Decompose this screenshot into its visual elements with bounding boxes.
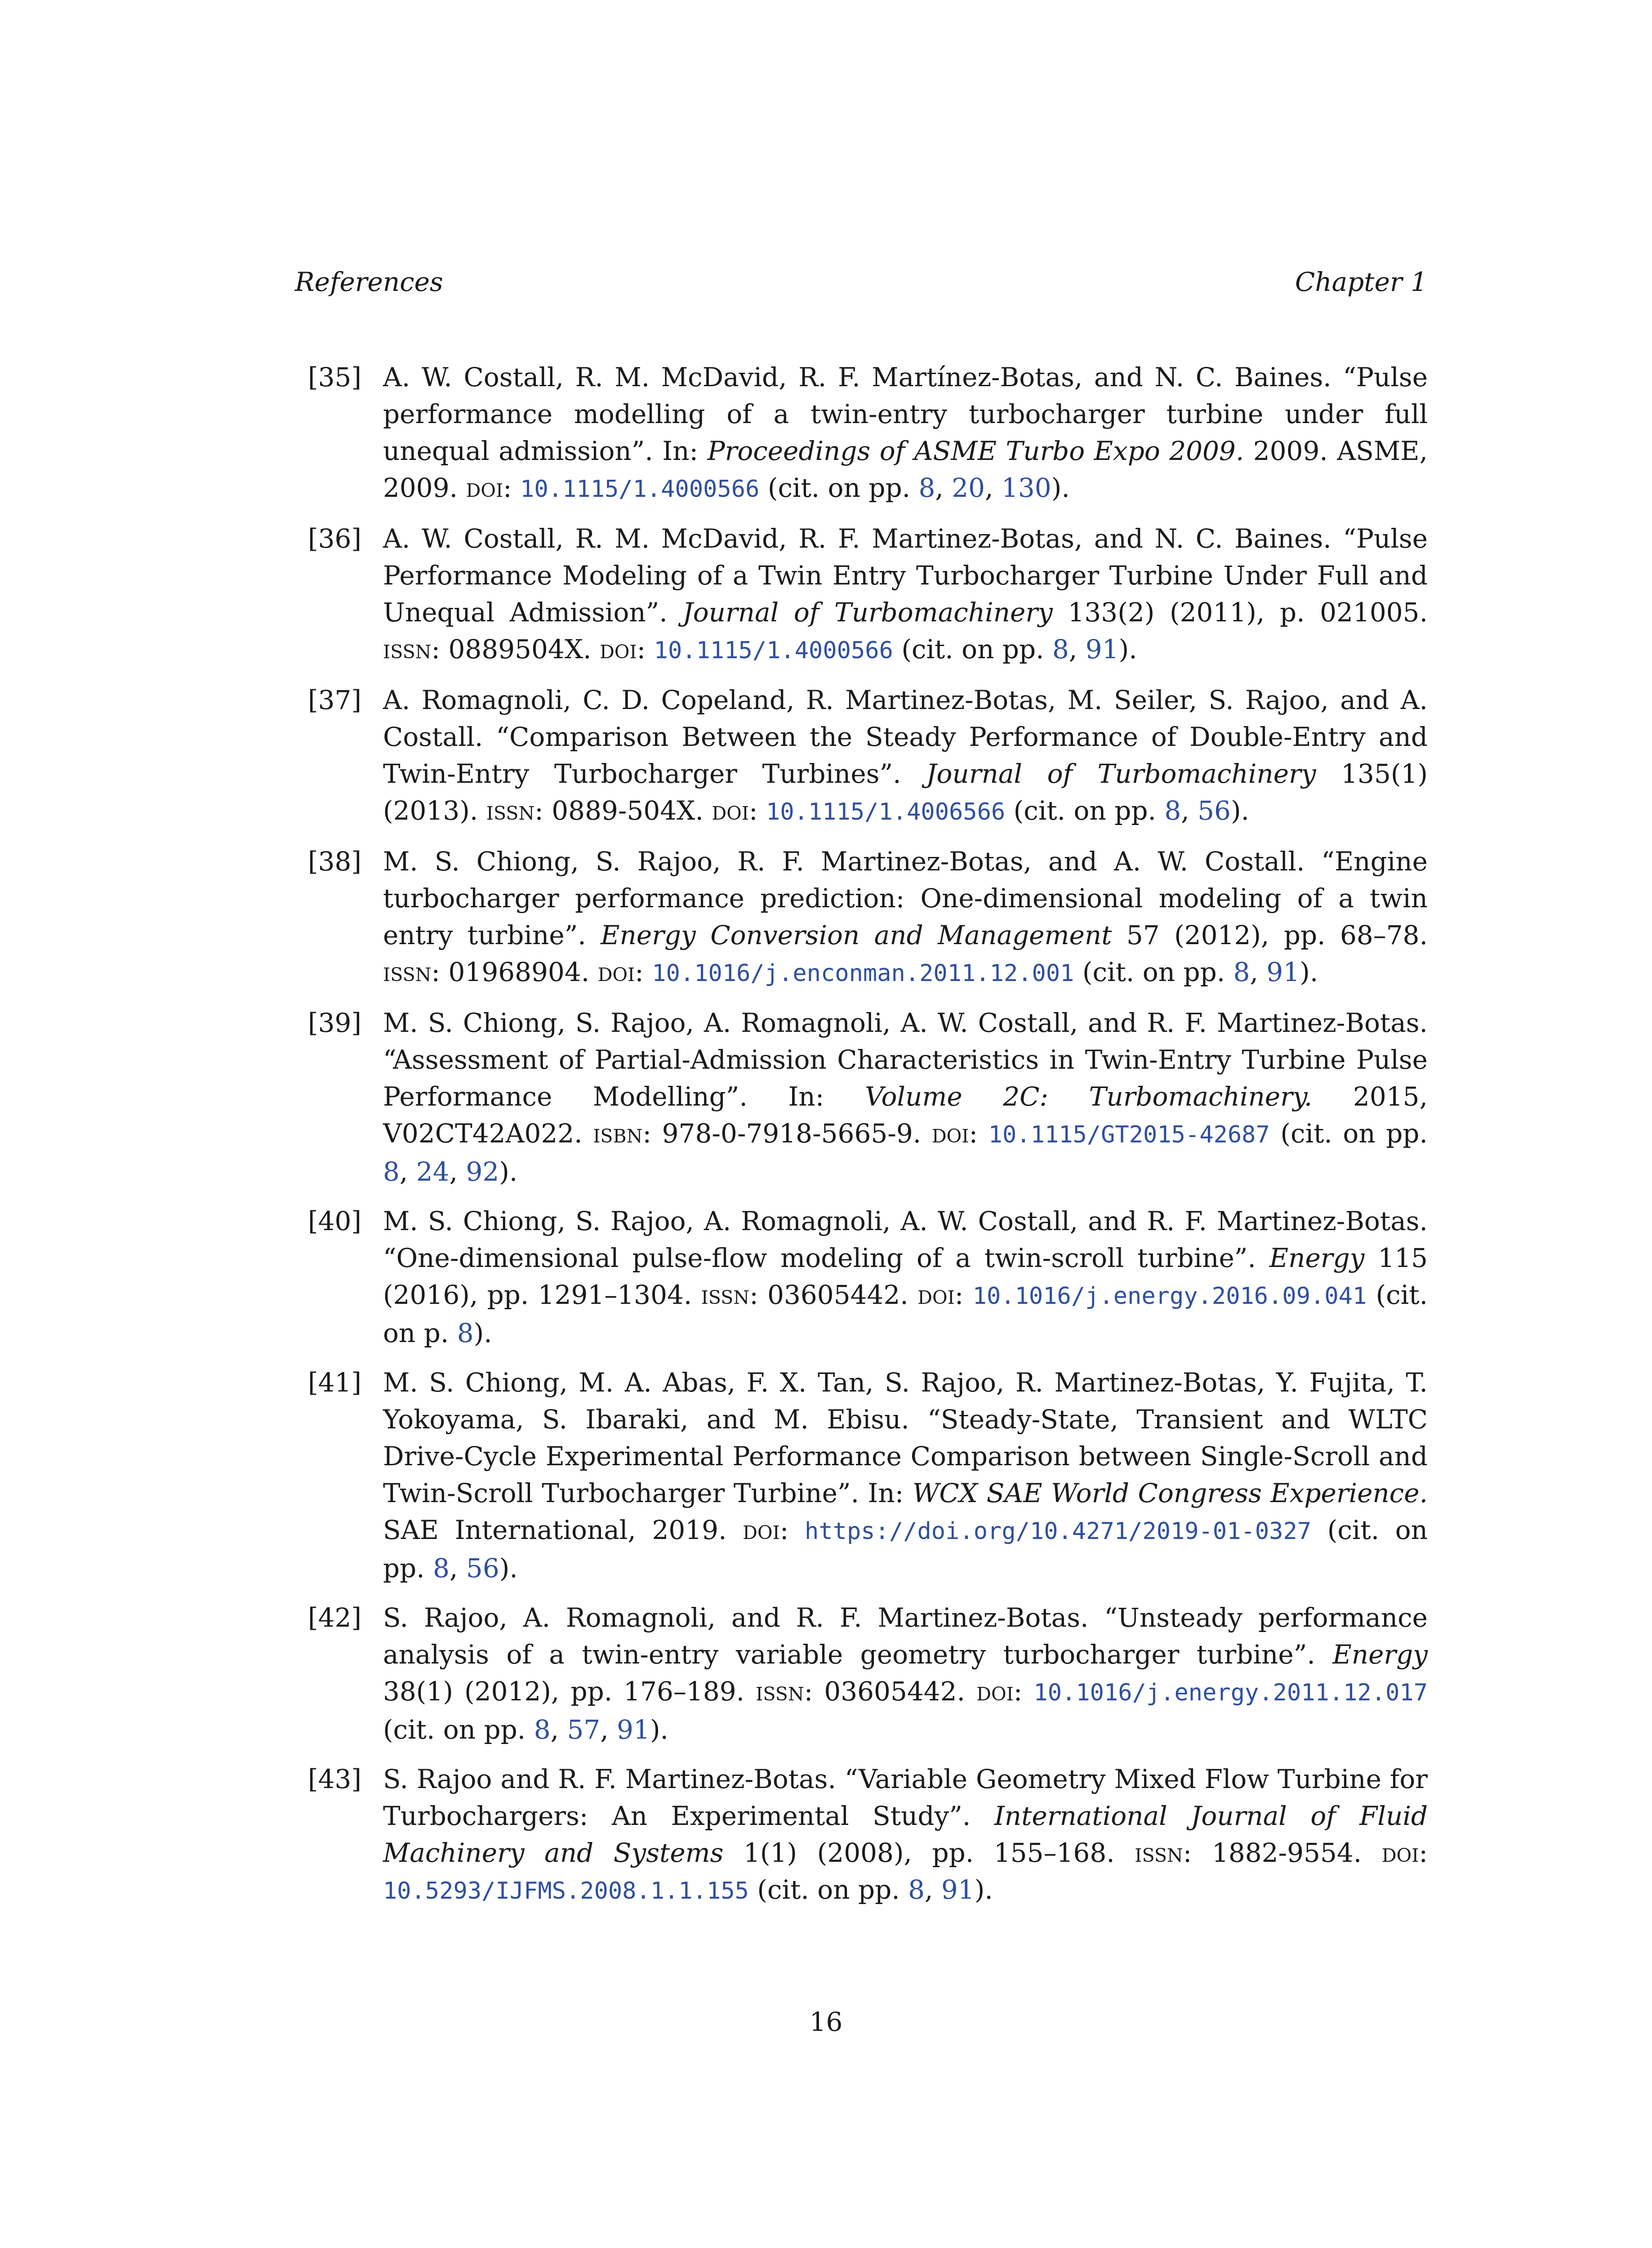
citation-prefix: (cit. on p. bbox=[383, 1280, 1428, 1348]
page-backref-link[interactable]: 91 bbox=[617, 1714, 650, 1745]
doi-label: doi: bbox=[743, 1515, 789, 1545]
citation-suffix: ). bbox=[1118, 634, 1137, 665]
reference-title: “Unsteady performance analysis of a twin-entry variable geometry turbocharger turbine”. bbox=[383, 1602, 1428, 1670]
page-backref-link[interactable]: 8 bbox=[457, 1318, 474, 1348]
issn-label: issn: bbox=[756, 1676, 813, 1707]
reference-title: “Pulse Performance Modeling of a Twin Entry Turbocharger Turbine Under Full and Unequal Admission”. bbox=[383, 523, 1428, 628]
reference-issn: 03605442. bbox=[824, 1676, 965, 1707]
page-backref-link[interactable]: 8 bbox=[908, 1874, 925, 1905]
citation-suffix: ). bbox=[1051, 473, 1070, 503]
doi-link[interactable]: 10.1016/j.enconman.2011.12.001 bbox=[652, 960, 1074, 987]
issn-label: issn: bbox=[701, 1280, 758, 1310]
page-backref-link[interactable]: 91 bbox=[941, 1874, 975, 1905]
doi-link[interactable]: 10.5293/IJFMS.2008.1.1.155 bbox=[383, 1878, 749, 1905]
citation-prefix: (cit. on pp. bbox=[383, 1515, 1428, 1583]
reference-details: 1(1) (2008), pp. 155–168. bbox=[744, 1838, 1115, 1868]
reference-details: 135(1) (2013). bbox=[383, 758, 1428, 826]
reference-venue: Energy bbox=[1269, 1243, 1365, 1273]
issn-label: issn: bbox=[486, 795, 543, 826]
doi-label: doi: bbox=[1381, 1838, 1428, 1868]
reference-number: [41] bbox=[308, 1367, 362, 1398]
reference-title: “Engine turbocharger performance prediction: One-dimensional modeling of a twin entry turbine”. bbox=[383, 846, 1428, 950]
reference-issn: 01968904. bbox=[448, 957, 590, 987]
doi-label: doi: bbox=[600, 634, 646, 665]
reference-entry bbox=[295, 682, 1428, 830]
doi-link[interactable]: https://doi.org/10.4271/2019-01-0327 bbox=[805, 1518, 1312, 1545]
reference-venue: Energy bbox=[1332, 1639, 1428, 1670]
reference-entry bbox=[295, 1004, 1428, 1190]
reference-body: M. S. Chiong, S. Rajoo, A. Romagnoli, A. W. Costall, and R. F. Martinez-Botas. “Assessment of Partial-Admission Characteristics in Twin-Entry Turbine Pulse Performance Modelling”. In: Volume 2C: Turbomachinery. 2015, V02CT42A022. isbn: 978-0-7918-5665-9. doi: 10.1115/GT2015-42687 (cit. on pp. 8, 24, 92). bbox=[383, 1008, 1428, 1187]
reference-authors: A. Romagnoli, C. D. Copeland, R. Martinez-Botas, M. Seiler, S. Rajoo, and A. Costall. bbox=[383, 685, 1428, 752]
page-number: 16 bbox=[809, 2007, 843, 2037]
doi-label: doi: bbox=[931, 1118, 978, 1149]
citation-prefix: (cit. on pp. bbox=[767, 473, 911, 503]
page-backref-link[interactable]: 91 bbox=[1266, 957, 1300, 987]
reference-authors: M. S. Chiong, S. Rajoo, A. Romagnoli, A. W. Costall, and R. F. Martinez-Botas. bbox=[383, 1008, 1428, 1038]
reference-body: S. Rajoo and R. F. Martinez-Botas. “Variable Geometry Mixed Flow Turbine for Turbochargers: An Experimental Study”. International Journal of Fluid Machinery and Systems 1(1) (2008), pp. 155–168. issn: 1882-9554. doi: 10.5293/IJFMS.2008.1.1.155 (cit. on pp. 8, 91). bbox=[383, 1764, 1428, 1905]
doi-link[interactable]: 10.1115/1.4000566 bbox=[654, 637, 893, 664]
doi-link[interactable]: 10.1016/j.energy.2011.12.017 bbox=[1033, 1679, 1428, 1706]
page-backref-link[interactable]: 8 bbox=[534, 1714, 551, 1745]
reference-details: 133(2) (2011), p. 021005. bbox=[1068, 597, 1428, 628]
reference-title: “Steady-State, Transient and WLTC Drive-Cycle Experimental Performance Comparison between Single-Scroll and Twin-Scroll Turbocharger Turbine”. bbox=[383, 1404, 1428, 1508]
reference-entry bbox=[295, 1761, 1428, 1909]
reference-issn: 1882-9554. bbox=[1211, 1838, 1362, 1868]
reference-body: A. Romagnoli, C. D. Copeland, R. Martinez-Botas, M. Seiler, S. Rajoo, and A. Costall. “Comparison Between the Steady Performance of Double-Entry and Twin-Entry Turbocharger Turbines”. Journal of Turbomachinery 135(1) (2013). issn: 0889-504X. doi: 10.1115/1.4006566 (cit. on pp. 8, 56). bbox=[383, 685, 1428, 826]
issn-label: issn: bbox=[383, 957, 441, 987]
reference-body bbox=[383, 1206, 1428, 1348]
reference-body: A. W. Costall, R. M. McDavid, R. F. Martínez-Botas, and N. C. Baines. “Pulse performance modelling of a twin-entry turbocharger turbine under full unequal admission”. In: Proceedings of ASME Turbo Expo 2009. 2009. ASME, 2009. doi: 10.1115/1.4000566 (cit. on pp. 8, 20, 130). bbox=[383, 362, 1428, 503]
doi-link[interactable]: 10.1115/1.4006566 bbox=[766, 798, 1006, 825]
reference-authors: M. S. Chiong, S. Rajoo, A. Romagnoli, A. W. Costall, and R. F. Martinez-Botas. bbox=[383, 1206, 1428, 1236]
citation-prefix: (cit. on pp. bbox=[1082, 957, 1225, 987]
reference-body: S. Rajoo, A. Romagnoli, and R. F. Martinez-Botas. “Unsteady performance analysis of a twin-entry variable geometry turbocharger turbine”. Energy 38(1) (2012), pp. 176–189. issn: 03605442. doi: 10.1016/j.energy.2011.12.017 (cit. on pp. 8, 57, 91). bbox=[383, 1602, 1428, 1745]
reference-number: [35] bbox=[308, 362, 362, 393]
reference-number: [38] bbox=[308, 846, 362, 877]
doi-label: doi: bbox=[976, 1676, 1023, 1707]
page-backref-link[interactable]: 92 bbox=[466, 1156, 499, 1187]
reference-venue: International Journal of Fluid Machinery and Systems bbox=[383, 1801, 1428, 1868]
citation-suffix: ). bbox=[650, 1714, 669, 1745]
reference-title: “One-dimensional pulse-flow modeling of a twin-scroll turbine”. bbox=[383, 1243, 1256, 1273]
reference-venue: Volume 2C: Turbomachinery. bbox=[864, 1081, 1313, 1112]
reference-details: SAE International, 2019. bbox=[383, 1515, 727, 1545]
reference-entry bbox=[295, 520, 1428, 669]
reference-entry bbox=[295, 843, 1428, 992]
reference-title: “Assessment of Partial-Admission Characteristics in Twin-Entry Turbine Pulse Performance Modelling”. bbox=[383, 1044, 1428, 1112]
reference-venue: Proceedings of ASME Turbo Expo 2009. bbox=[707, 436, 1244, 466]
citation-prefix: (cit. on pp. bbox=[901, 634, 1044, 665]
reference-number: [39] bbox=[308, 1008, 362, 1038]
reference-details: 57 (2012), pp. 68–78. bbox=[1126, 920, 1428, 950]
reference-body: M. S. Chiong, M. A. Abas, F. X. Tan, S. Rajoo, R. Martinez-Botas, Y. Fujita, T. Yokoyama, S. Ibaraki, and M. Ebisu. “Steady-State, Transient and WLTC Drive-Cycle Experimental Performance Comparison between Single-Scroll and Twin-Scroll Turbocharger Turbine”. In: WCX SAE World Congress Experience. SAE International, 2019. doi: https://doi.org/10.4271/2019-01-0327 (cit. on pp. 8, 56). bbox=[383, 1367, 1428, 1583]
page-backref-link[interactable]: 56 bbox=[1198, 795, 1231, 826]
reference-in-label: In: bbox=[868, 1478, 904, 1508]
page-backref-link[interactable]: 8 bbox=[1164, 795, 1181, 826]
reference-venue: Journal of Turbomachinery bbox=[682, 597, 1053, 628]
page-backref-link[interactable]: 91 bbox=[1085, 634, 1119, 665]
reference-authors: A. W. Costall, R. M. McDavid, R. F. Martinez-Botas, and N. C. Baines. bbox=[383, 523, 1331, 554]
reference-authors: M. S. Chiong, M. A. Abas, F. X. Tan, S. Rajoo, R. Martinez-Botas, Y. Fujita, T. Yokoyama, S. Ibaraki, and M. Ebisu. bbox=[383, 1367, 1428, 1435]
reference-authors: S. Rajoo, A. Romagnoli, and R. F. Martinez-Botas. bbox=[383, 1602, 1089, 1633]
reference-title: “Comparison Between the Steady Performance of Double-Entry and Twin-Entry Turbocharger Turbines”. bbox=[383, 722, 1428, 789]
reference-number: [42] bbox=[308, 1602, 362, 1633]
citation-suffix: ). bbox=[473, 1318, 492, 1348]
reference-in-label: In: bbox=[662, 436, 699, 466]
doi-link[interactable]: 10.1016/j.energy.2016.09.041 bbox=[972, 1283, 1367, 1310]
reference-number: [36] bbox=[308, 523, 362, 554]
reference-entry bbox=[295, 1203, 1428, 1351]
reference-body: M. S. Chiong, S. Rajoo, R. F. Martinez-Botas, and A. W. Costall. “Engine turbocharger performance prediction: One-dimensional modeling of a twin entry turbine”. Energy Conversion and Management 57 (2012), pp. 68–78. issn: 01968904. doi: 10.1016/j.enconman.2011.12.001 (cit. on pp. 8, 91). bbox=[383, 846, 1428, 987]
doi-label: doi: bbox=[712, 795, 758, 826]
page-backref-link[interactable]: 24 bbox=[416, 1156, 450, 1187]
page-backref-link[interactable]: 20 bbox=[952, 473, 985, 503]
reference-number: [37] bbox=[308, 685, 362, 715]
page-backref-link[interactable]: 57 bbox=[567, 1714, 601, 1745]
page-backref-link[interactable]: 8 bbox=[1052, 634, 1069, 665]
citation-suffix: ). bbox=[1300, 957, 1318, 987]
running-header-left: References bbox=[295, 267, 443, 297]
isbn-label: isbn: bbox=[593, 1118, 652, 1149]
page-backref-link[interactable]: 8 bbox=[433, 1553, 450, 1583]
reference-title: “Pulse performance modelling of a twin-entry turbocharger turbine under full unequal admission”. bbox=[383, 362, 1428, 466]
reference-details: 2009. ASME, 2009. bbox=[383, 436, 1428, 503]
reference-title: “Variable Geometry Mixed Flow Turbine for Turbochargers: An Experimental Study”. bbox=[383, 1764, 1428, 1831]
doi-link[interactable]: 10.1115/GT2015-42687 bbox=[988, 1121, 1270, 1148]
citation-prefix: (cit. on pp. bbox=[1013, 795, 1156, 826]
issn-label: issn: bbox=[383, 634, 441, 665]
page-backref-link[interactable]: 8 bbox=[1233, 957, 1250, 987]
reference-issn: 0889504X. bbox=[448, 634, 592, 665]
reference-entry bbox=[295, 1364, 1428, 1587]
reference-list bbox=[295, 359, 1428, 1922]
reference-entry bbox=[295, 359, 1428, 508]
reference-body: A. W. Costall, R. M. McDavid, R. F. Martinez-Botas, and N. C. Baines. “Pulse Performance Modeling of a Twin Entry Turbocharger Turbine Under Full and Unequal Admission”. Journal of Turbomachinery 133(2) (2011), p. 021005. issn: 0889504X. doi: 10.1115/1.4000566 (cit. on pp. 8, 91). bbox=[383, 523, 1428, 665]
reference-details: 2015, V02CT42A022. bbox=[383, 1081, 1428, 1149]
citation-prefix: (cit. on pp. bbox=[1280, 1118, 1428, 1149]
reference-number: [43] bbox=[308, 1764, 362, 1794]
page-backref-link[interactable]: 130 bbox=[1001, 473, 1051, 503]
reference-in-label: In: bbox=[788, 1081, 824, 1112]
citation-prefix: (cit. on pp. bbox=[383, 1714, 526, 1745]
reference-venue: Energy Conversion and Management bbox=[601, 920, 1112, 950]
doi-label: doi: bbox=[466, 473, 512, 503]
reference-venue: WCX SAE World Congress Experience. bbox=[912, 1478, 1428, 1508]
reference-number: [40] bbox=[308, 1206, 362, 1236]
reference-authors: S. Rajoo and R. F. Martinez-Botas. bbox=[383, 1764, 836, 1794]
running-header-right: Chapter 1 bbox=[1295, 267, 1427, 297]
page-backref-link[interactable]: 8 bbox=[918, 473, 935, 503]
citation-suffix: ). bbox=[499, 1553, 518, 1583]
page-backref-link[interactable]: 56 bbox=[466, 1553, 499, 1583]
citation-suffix: ). bbox=[974, 1874, 993, 1905]
page-backref-link[interactable]: 8 bbox=[383, 1156, 400, 1187]
doi-link[interactable]: 10.1115/1.4000566 bbox=[520, 476, 760, 503]
reference-issn: 0889-504X. bbox=[552, 795, 704, 826]
reference-entry bbox=[295, 1599, 1428, 1748]
doi-label: doi: bbox=[917, 1280, 964, 1310]
issn-label: issn: bbox=[1135, 1838, 1192, 1868]
citation-prefix: (cit. on pp. bbox=[757, 1874, 900, 1905]
reference-venue: Journal of Turbomachinery bbox=[926, 758, 1316, 789]
reference-details: 115 (2016), pp. 1291–1304. bbox=[383, 1243, 1428, 1310]
doi-label: doi: bbox=[597, 957, 644, 987]
reference-authors: M. S. Chiong, S. Rajoo, R. F. Martinez-Botas, and A. W. Costall. bbox=[383, 846, 1305, 877]
citation-suffix: ). bbox=[1230, 795, 1250, 826]
reference-details: 38(1) (2012), pp. 176–189. bbox=[383, 1676, 745, 1707]
reference-isbn: 978-0-7918-5665-9. bbox=[662, 1118, 922, 1149]
reference-authors: A. W. Costall, R. M. McDavid, R. F. Martínez-Botas, and N. C. Baines. bbox=[383, 362, 1331, 393]
reference-issn: 03605442. bbox=[767, 1280, 908, 1310]
citation-suffix: ). bbox=[499, 1156, 518, 1187]
